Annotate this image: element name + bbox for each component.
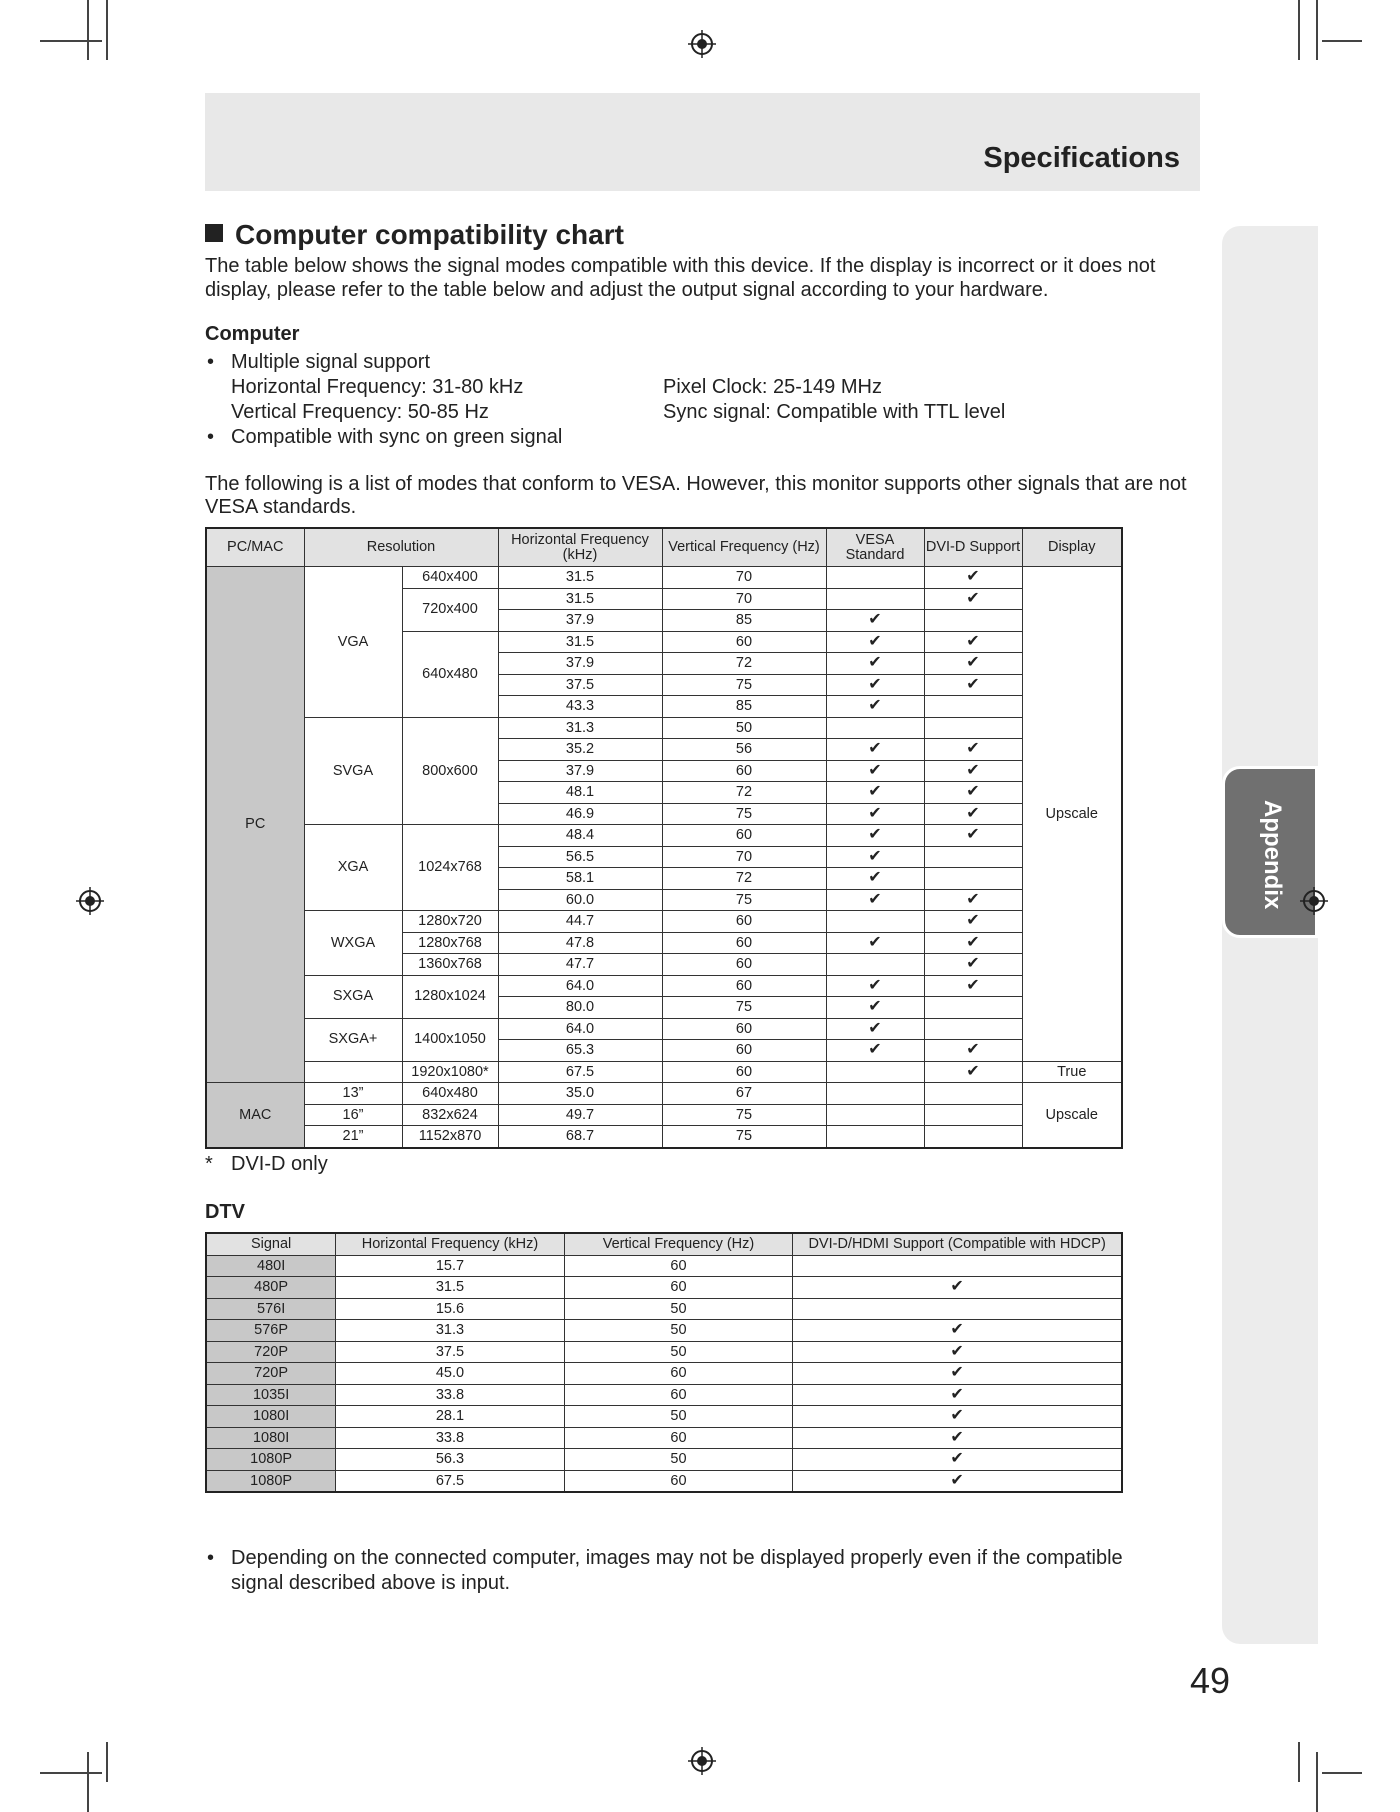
cell-hfreq: 48.1 — [498, 782, 662, 804]
cell-resolution: 832x624 — [402, 1104, 498, 1126]
table-row — [206, 1061, 1122, 1083]
cell-vesa — [826, 1104, 924, 1126]
check-icon: ✔ — [924, 803, 1022, 825]
cell-hfreq: 46.9 — [498, 803, 662, 825]
cell-hfreq: 28.1 — [336, 1406, 565, 1428]
check-icon: ✔ — [924, 932, 1022, 954]
table-row — [206, 1018, 1122, 1040]
cell-vesa — [826, 954, 924, 976]
cell-resolution: 640x480 — [402, 1083, 498, 1105]
check-icon: ✔ — [826, 889, 924, 911]
cell-vfreq: 56 — [662, 739, 826, 761]
cell-vfreq: 60 — [564, 1255, 793, 1277]
table-row — [206, 1277, 1122, 1299]
cell-dvid — [924, 1126, 1022, 1148]
cell-hfreq: 56.5 — [498, 846, 662, 868]
cell-vfreq: 75 — [662, 674, 826, 696]
cell-signal: 576I — [206, 1298, 336, 1320]
cell-hfreq: 33.8 — [336, 1384, 565, 1406]
cell-resolution: 1360x768 — [402, 954, 498, 976]
cell-vfreq: 85 — [662, 696, 826, 718]
cell-dvid — [924, 717, 1022, 739]
cell-signal: 576P — [206, 1320, 336, 1342]
cell-hfreq: 80.0 — [498, 997, 662, 1019]
cell-vfreq: 50 — [564, 1298, 793, 1320]
cell-vfreq: 60 — [662, 954, 826, 976]
cell-hfreq: 37.9 — [498, 653, 662, 675]
cell-vfreq: 50 — [564, 1449, 793, 1471]
check-icon: ✔ — [826, 825, 924, 847]
table-row — [206, 1255, 1122, 1277]
cell-hfreq: 56.3 — [336, 1449, 565, 1471]
cell-hfreq: 15.6 — [336, 1298, 565, 1320]
cell-vfreq: 50 — [564, 1320, 793, 1342]
check-icon: ✔ — [924, 975, 1022, 997]
check-icon: ✔ — [793, 1384, 1122, 1406]
page-number: 49 — [1190, 1660, 1231, 1701]
cell-hfreq: 37.9 — [498, 610, 662, 632]
table-row — [206, 1083, 1122, 1105]
list-item — [205, 375, 1105, 400]
cell-display: Upscale — [1022, 1083, 1122, 1148]
header-vfreq: Vertical Frequency (Hz) — [564, 1233, 793, 1255]
cell-resolution: 1152x870 — [402, 1126, 498, 1148]
dtv-table — [205, 1232, 1123, 1493]
check-icon: ✔ — [924, 567, 1022, 589]
cell-vfreq: 50 — [564, 1341, 793, 1363]
cell-size: 21” — [304, 1126, 402, 1148]
check-icon: ✔ — [924, 911, 1022, 933]
page-title: Specifications — [983, 142, 1180, 174]
cell-vfreq: 60 — [564, 1277, 793, 1299]
footnote-text: DVI-D only — [231, 1153, 328, 1175]
check-icon: ✔ — [826, 846, 924, 868]
cell-vfreq: 72 — [662, 782, 826, 804]
cell-dvid — [924, 1104, 1022, 1126]
crop-mark — [1316, 1752, 1318, 1812]
cell-vfreq: 60 — [662, 1018, 826, 1040]
sync-spec: Sync signal: Compatible with TTL level — [663, 401, 1006, 423]
cell-vfreq: 85 — [662, 610, 826, 632]
header-band — [205, 93, 1200, 191]
crop-mark — [40, 1772, 102, 1774]
cell-dvid — [924, 846, 1022, 868]
cell-vfreq: 75 — [662, 1126, 826, 1148]
cell-signal: 1080P — [206, 1470, 336, 1492]
cell-vfreq: 60 — [564, 1427, 793, 1449]
cell-hfreq: 44.7 — [498, 911, 662, 933]
header-hfreq: Horizontal Frequency (kHz) — [498, 528, 662, 567]
cell-signal: 1080I — [206, 1427, 336, 1449]
cell-hfreq: 67.5 — [498, 1061, 662, 1083]
cell-resolution: 1280x1024 — [402, 975, 498, 1018]
cell-hfreq: 37.5 — [336, 1341, 565, 1363]
cell-hfreq: 37.5 — [498, 674, 662, 696]
cell-vfreq: 60 — [564, 1363, 793, 1385]
section-title — [205, 219, 624, 251]
cell-size: 13” — [304, 1083, 402, 1105]
header-support: DVI-D/HDMI Support (Compatible with HDCP) — [793, 1233, 1122, 1255]
cell-dvid — [924, 1018, 1022, 1040]
cell-size: 16” — [304, 1104, 402, 1126]
check-icon: ✔ — [826, 782, 924, 804]
cell-vfreq: 70 — [662, 567, 826, 589]
cell-hfreq: 33.8 — [336, 1427, 565, 1449]
table-row — [206, 1449, 1122, 1471]
cell-vfreq: 50 — [564, 1406, 793, 1428]
table-row — [206, 1406, 1122, 1428]
table-row — [206, 975, 1122, 997]
cell-resolution: 640x480 — [402, 631, 498, 717]
cell-resolution: 800x600 — [402, 717, 498, 825]
check-icon: ✔ — [924, 782, 1022, 804]
cell-hfreq: 37.9 — [498, 760, 662, 782]
cell-vfreq: 60 — [662, 975, 826, 997]
check-icon: ✔ — [793, 1406, 1122, 1428]
table-row — [206, 1384, 1122, 1406]
check-icon: ✔ — [826, 760, 924, 782]
intro-paragraph: The table below shows the signal modes compatible with this device. If the display is incorrect or it does not display, please refer to the table below and adjust the output signal according to your hardware. — [205, 255, 1156, 301]
check-icon: ✔ — [924, 739, 1022, 761]
cell-signal: 1080P — [206, 1449, 336, 1471]
bottom-note: • Depending on the connected computer, images may not be displayed properly even if the compatible signal described above is input. — [207, 1547, 1123, 1594]
cell-vesa — [826, 567, 924, 589]
crop-mark — [106, 1742, 108, 1782]
bullet-text: Multiple signal support — [231, 351, 430, 373]
header-resolution: Resolution — [304, 528, 498, 567]
check-icon: ✔ — [924, 825, 1022, 847]
table-row — [206, 1363, 1122, 1385]
cell-display: Upscale — [1022, 567, 1122, 1062]
footnote — [205, 1153, 328, 1176]
check-icon: ✔ — [826, 932, 924, 954]
table-row — [206, 567, 1122, 589]
check-icon: ✔ — [924, 954, 1022, 976]
check-icon: ✔ — [924, 631, 1022, 653]
check-icon: ✔ — [924, 1061, 1022, 1083]
cell-hfreq: 65.3 — [498, 1040, 662, 1062]
cell-vfreq: 60 — [662, 1061, 826, 1083]
cell-resolution: 1024x768 — [402, 825, 498, 911]
check-icon: ✔ — [826, 975, 924, 997]
table-row — [206, 825, 1122, 847]
cell-vfreq: 60 — [662, 1040, 826, 1062]
group-svga: SVGA — [304, 717, 402, 825]
check-icon: ✔ — [793, 1470, 1122, 1492]
table-row — [206, 1320, 1122, 1342]
crop-mark — [106, 0, 108, 60]
cell-hfreq: 43.3 — [498, 696, 662, 718]
check-icon: ✔ — [793, 1449, 1122, 1471]
square-bullet-icon — [205, 224, 223, 242]
cell-hfreq: 31.5 — [336, 1277, 565, 1299]
cell-hfreq: 48.4 — [498, 825, 662, 847]
registration-mark-icon — [688, 1747, 716, 1775]
cell-vfreq: 75 — [662, 889, 826, 911]
crop-mark — [87, 0, 89, 60]
group-xga: XGA — [304, 825, 402, 911]
cell-resolution: 1920x1080* — [402, 1061, 498, 1083]
cell-signal: 1035I — [206, 1384, 336, 1406]
cell-hfreq: 64.0 — [498, 1018, 662, 1040]
check-icon: ✔ — [826, 631, 924, 653]
check-icon: ✔ — [826, 803, 924, 825]
table-header-row — [206, 1233, 1122, 1255]
check-icon: ✔ — [793, 1341, 1122, 1363]
cell-vfreq: 67 — [662, 1083, 826, 1105]
cell-dvid — [924, 868, 1022, 890]
check-icon: ✔ — [924, 674, 1022, 696]
dtv-heading: DTV — [205, 1201, 245, 1223]
cell-hfreq: 68.7 — [498, 1126, 662, 1148]
crop-mark — [1316, 0, 1318, 60]
cell-hfreq: 60.0 — [498, 889, 662, 911]
hfreq-spec: Horizontal Frequency: 31-80 kHz — [231, 376, 524, 398]
footnote-star: * — [205, 1153, 213, 1175]
check-icon: ✔ — [924, 588, 1022, 610]
check-icon: ✔ — [826, 1040, 924, 1062]
cell-hfreq: 15.7 — [336, 1255, 565, 1277]
crop-mark — [1322, 40, 1362, 42]
cell-dvid — [924, 610, 1022, 632]
cell-vesa — [826, 1126, 924, 1148]
table-row — [206, 717, 1122, 739]
cell-vfreq: 50 — [662, 717, 826, 739]
table-row — [206, 1298, 1122, 1320]
group-pc: PC — [206, 567, 304, 1083]
cell-hfreq: 45.0 — [336, 1363, 565, 1385]
cell-hfreq: 31.5 — [498, 567, 662, 589]
cell-vesa — [826, 1083, 924, 1105]
cell-vesa — [826, 588, 924, 610]
registration-mark-icon — [688, 30, 716, 58]
crop-mark — [1322, 1772, 1362, 1774]
cell-vfreq: 60 — [564, 1470, 793, 1492]
cell-support — [793, 1255, 1122, 1277]
cell-hfreq: 31.5 — [498, 588, 662, 610]
check-icon: ✔ — [924, 1040, 1022, 1062]
list-item: • Compatible with sync on green signal — [207, 426, 563, 448]
cell-hfreq: 31.5 — [498, 631, 662, 653]
pc-compatibility-table — [205, 527, 1123, 1149]
check-icon: ✔ — [793, 1277, 1122, 1299]
cell-dvid — [924, 1083, 1022, 1105]
appendix-tab-label: Appendix — [1259, 800, 1286, 910]
bottom-note-text: Depending on the connected computer, images may not be displayed properly even if the compatible signal described above is input. — [231, 1547, 1123, 1594]
cell-resolution: 640x400 — [402, 567, 498, 589]
table-row — [206, 1104, 1122, 1126]
cell-empty — [304, 1061, 402, 1083]
section-title-text: Computer compatibility chart — [235, 219, 624, 250]
check-icon: ✔ — [826, 674, 924, 696]
check-icon: ✔ — [924, 653, 1022, 675]
cell-vesa — [826, 717, 924, 739]
check-icon: ✔ — [826, 610, 924, 632]
header-vesa: VESA Standard — [826, 528, 924, 567]
cell-support — [793, 1298, 1122, 1320]
header-pcmac: PC/MAC — [206, 528, 304, 567]
vesa-note: The following is a list of modes that conform to VESA. However, this monitor supports other signals that are not VESA standards. — [205, 473, 1187, 518]
computer-heading: Computer — [205, 323, 300, 345]
registration-mark-icon — [1300, 887, 1328, 915]
check-icon: ✔ — [826, 1018, 924, 1040]
group-vga: VGA — [304, 567, 402, 718]
list-item — [205, 400, 1105, 425]
check-icon: ✔ — [826, 739, 924, 761]
cell-vesa — [826, 1061, 924, 1083]
header-display: Display — [1022, 528, 1122, 567]
check-icon: ✔ — [826, 997, 924, 1019]
table-row — [206, 1126, 1122, 1148]
cell-vfreq: 60 — [662, 631, 826, 653]
cell-signal: 720P — [206, 1363, 336, 1385]
table-row — [206, 911, 1122, 933]
cell-resolution: 1400x1050 — [402, 1018, 498, 1061]
vfreq-spec: Vertical Frequency: 50-85 Hz — [231, 401, 489, 423]
group-sxga: SXGA — [304, 975, 402, 1018]
cell-hfreq: 64.0 — [498, 975, 662, 997]
cell-vfreq: 70 — [662, 588, 826, 610]
cell-display: True — [1022, 1061, 1122, 1083]
group-mac: MAC — [206, 1083, 304, 1148]
cell-vfreq: 72 — [662, 653, 826, 675]
check-icon: ✔ — [826, 696, 924, 718]
header-hfreq: Horizontal Frequency (kHz) — [336, 1233, 565, 1255]
cell-vfreq: 72 — [662, 868, 826, 890]
cell-resolution: 1280x720 — [402, 911, 498, 933]
cell-signal: 480P — [206, 1277, 336, 1299]
cell-signal: 480I — [206, 1255, 336, 1277]
crop-mark — [1298, 0, 1300, 60]
pixel-clock-spec: Pixel Clock: 25-149 MHz — [663, 376, 882, 398]
cell-resolution: 720x400 — [402, 588, 498, 631]
list-item: • Multiple signal support — [207, 351, 430, 373]
cell-hfreq: 49.7 — [498, 1104, 662, 1126]
cell-vfreq: 60 — [662, 932, 826, 954]
table-row — [206, 1341, 1122, 1363]
cell-hfreq: 35.0 — [498, 1083, 662, 1105]
check-icon: ✔ — [826, 653, 924, 675]
crop-mark — [87, 1752, 89, 1812]
group-sxga-plus: SXGA+ — [304, 1018, 402, 1061]
cell-hfreq: 31.3 — [336, 1320, 565, 1342]
check-icon: ✔ — [793, 1363, 1122, 1385]
cell-signal: 720P — [206, 1341, 336, 1363]
check-icon: ✔ — [826, 868, 924, 890]
bullet-text: Compatible with sync on green signal — [231, 426, 563, 448]
cell-vfreq: 60 — [662, 825, 826, 847]
table-row — [206, 1427, 1122, 1449]
header-dvid: DVI-D Support — [924, 528, 1022, 567]
cell-resolution: 1280x768 — [402, 932, 498, 954]
cell-hfreq: 58.1 — [498, 868, 662, 890]
check-icon: ✔ — [924, 760, 1022, 782]
cell-signal: 1080I — [206, 1406, 336, 1428]
crop-mark — [40, 40, 102, 42]
cell-hfreq: 67.5 — [336, 1470, 565, 1492]
cell-vfreq: 75 — [662, 1104, 826, 1126]
check-icon: ✔ — [924, 889, 1022, 911]
table-header-row — [206, 528, 1122, 567]
cell-vfreq: 75 — [662, 803, 826, 825]
check-icon: ✔ — [793, 1320, 1122, 1342]
cell-hfreq: 47.7 — [498, 954, 662, 976]
cell-vfreq: 70 — [662, 846, 826, 868]
registration-mark-icon — [76, 887, 104, 915]
header-vfreq: Vertical Frequency (Hz) — [662, 528, 826, 567]
cell-vesa — [826, 911, 924, 933]
cell-vfreq: 60 — [662, 911, 826, 933]
cell-vfreq: 75 — [662, 997, 826, 1019]
cell-dvid — [924, 696, 1022, 718]
cell-vfreq: 60 — [662, 760, 826, 782]
cell-hfreq: 47.8 — [498, 932, 662, 954]
cell-vfreq: 60 — [564, 1384, 793, 1406]
cell-dvid — [924, 997, 1022, 1019]
computer-bullets — [205, 350, 1105, 450]
table-row — [206, 1470, 1122, 1492]
cell-hfreq: 31.3 — [498, 717, 662, 739]
group-wxga: WXGA — [304, 911, 402, 976]
check-icon: ✔ — [793, 1427, 1122, 1449]
header-signal: Signal — [206, 1233, 336, 1255]
cell-hfreq: 35.2 — [498, 739, 662, 761]
crop-mark — [1298, 1742, 1300, 1782]
